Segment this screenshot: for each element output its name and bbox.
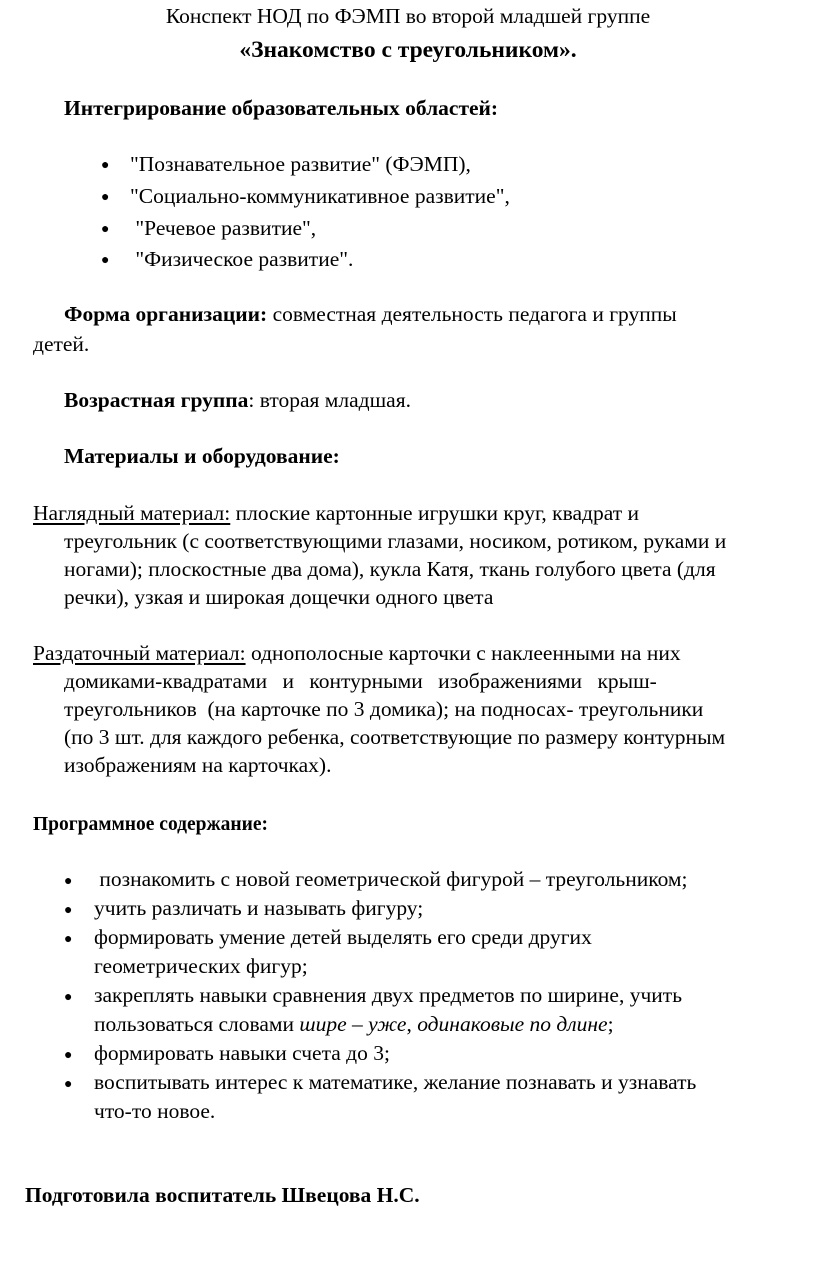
list-item: учить различать и называть фигуру; [94,896,424,920]
bullet-icon: ● [101,190,110,205]
list-item: "Речевое развитие", [130,216,317,240]
materials-heading: Материалы и оборудование: [64,444,340,468]
handout-material-line: изображениям на карточках). [64,753,332,777]
list-item: "Социально-коммуникативное развитие", [130,184,510,208]
list-item: формировать умение детей выделять его среди других [94,925,592,949]
bullet-icon: ● [101,222,110,237]
handout-material-line: (по 3 шт. для каждого ребенка, соответствующие по размеру контурным [64,725,726,749]
bullet-icon: ● [101,253,110,268]
handout-material-label: Раздаточный материал: [33,641,246,665]
list-item: познакомить с новой геометрической фигурой – треугольником; [94,867,688,891]
signature: Подготовила воспитатель Швецова Н.С. [25,1183,420,1207]
form-text: совместная деятельность педагога и группы [267,302,677,326]
bullet-icon: ● [64,932,73,947]
list-item: закреплять навыки сравнения двух предметов по ширине, учить [94,983,682,1007]
document-title: «Знакомство с треугольником». [239,37,577,63]
handout-material-line: Раздаточный материал: однополосные карточки с наклеенными на них [33,641,681,665]
bullet-icon: ● [64,874,73,889]
list-item-cont: пользоваться словами шире – уже, одинаковые по длине; [94,1012,614,1036]
handout-material-line: домиками-квадратами и контурными изображениями крыш- [64,669,657,693]
visual-material-line: треугольник (с соответствующими глазами, носиком, ротиком, руками и [64,529,727,553]
bullet-icon: ● [64,1077,73,1092]
age-text: : вторая младшая. [248,388,411,412]
italic-words: одинаковые по длине [417,1012,608,1036]
list-item: воспитывать интерес к математике, желание познавать и узнавать [94,1070,697,1094]
bullet-icon: ● [64,903,73,918]
bullet-icon: ● [64,1048,73,1063]
age-paragraph [64,386,411,414]
visual-material-line: ногами); плоскостные два дома), кукла Катя, ткань голубого цвета (для [64,557,716,581]
list-item: "Физическое развитие". [130,247,354,271]
handout-material-line: треугольников (на карточке по 3 домика); на подносах- треугольники [64,697,704,721]
age-label: Возрастная группа [64,388,249,412]
integration-heading: Интегрирование образовательных областей: [64,96,499,120]
list-item: формировать навыки счета до 3; [94,1041,390,1065]
list-item-cont: геометрических фигур; [94,954,308,978]
form-text-cont: детей. [33,332,90,356]
visual-material-label: Наглядный материал: [33,501,231,525]
form-paragraph [64,300,677,328]
visual-material-line: Наглядный материал: плоские картонные игрушки круг, квадрат и [33,501,639,525]
list-item-cont: что-то новое. [94,1099,216,1123]
list-item: "Познавательное развитие" (ФЭМП), [130,152,471,176]
bullet-icon: ● [101,158,110,173]
form-label: Форма организации: [64,302,268,326]
header-line: Конспект НОД по ФЭМП во второй младшей группе [165,4,651,28]
italic-words: шире – уже [299,1012,407,1036]
visual-material-line: речки), узкая и широкая дощечки одного цвета [64,585,494,609]
program-heading: Программное содержание: [33,814,269,835]
bullet-icon: ● [64,990,73,1005]
